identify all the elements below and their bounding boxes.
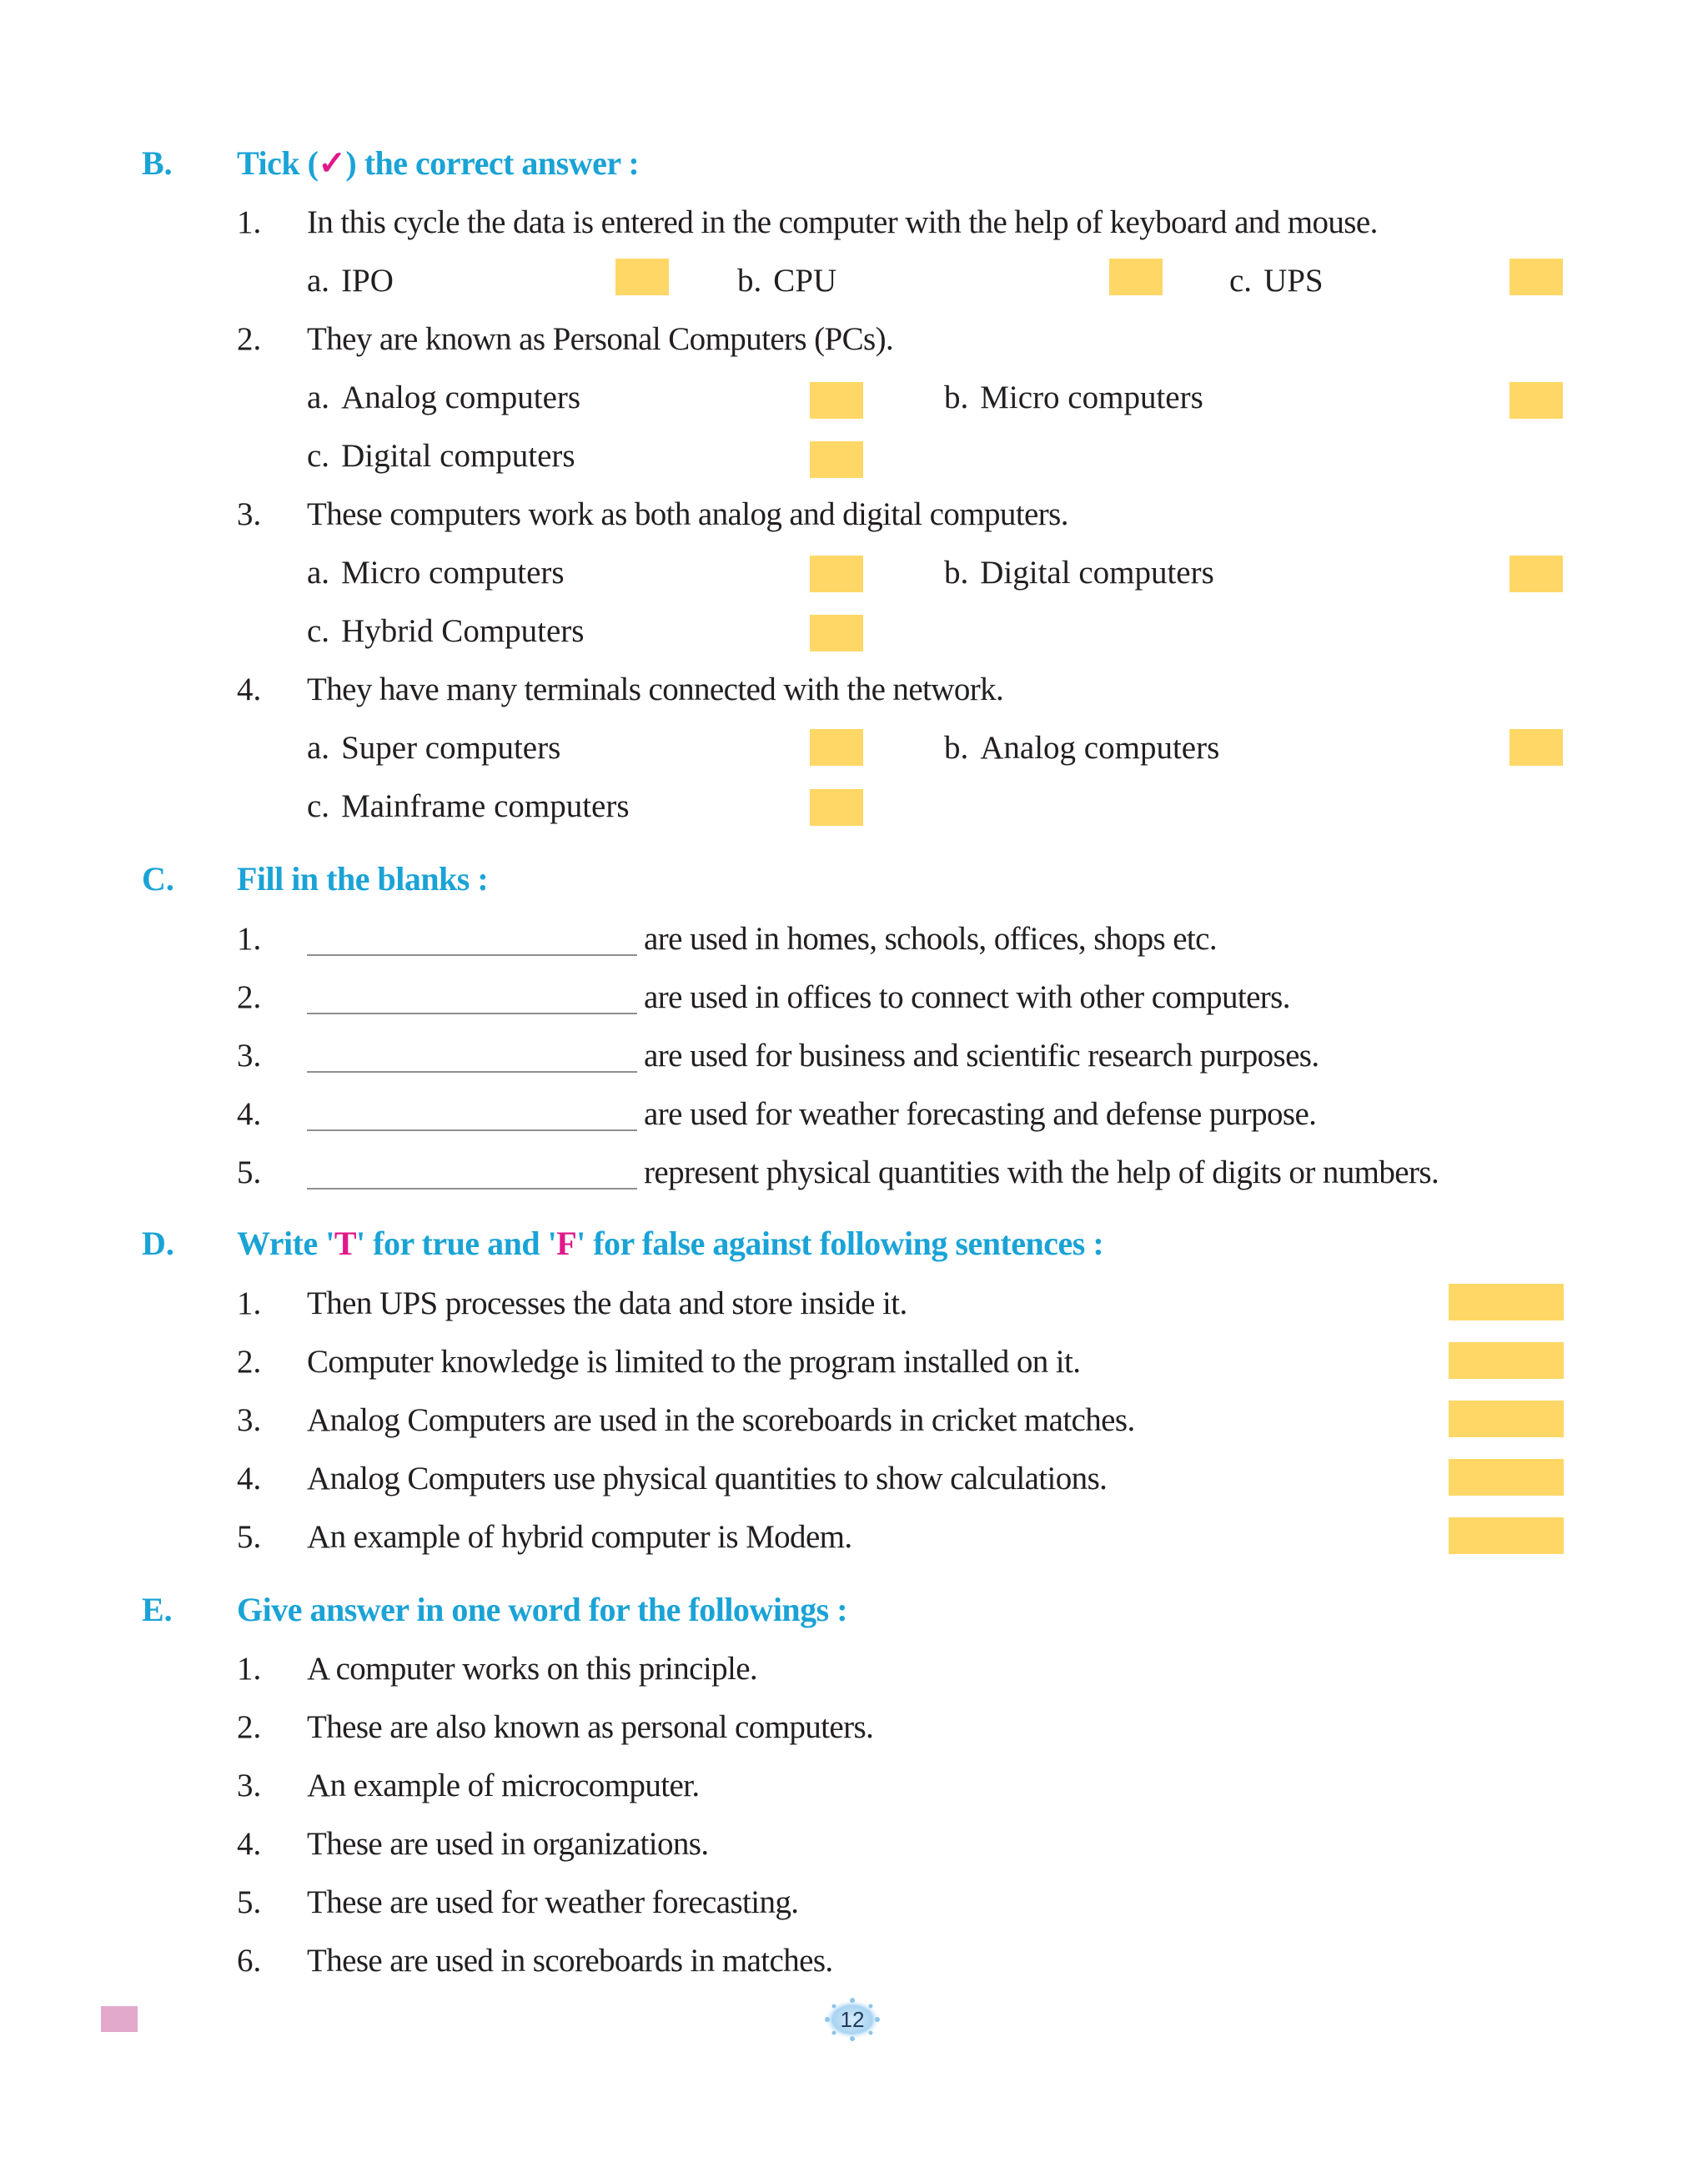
question-text: These computers work as both analog and digital computers. [307, 496, 1068, 532]
answer-tick-box[interactable] [1510, 729, 1563, 766]
question-text: A computer works on this principle. [307, 1651, 758, 1687]
question-number: 3. [237, 1768, 262, 1803]
question-text: In this cycle the data is entered in the computer with the help of keyboard and mouse. [307, 204, 1378, 240]
true-false-answer-box[interactable] [1449, 1459, 1564, 1496]
question-text: These are used in scoreboards in matches. [307, 1943, 833, 1979]
answer-tick-box[interactable] [810, 556, 863, 592]
option-c: c. UPS [1229, 263, 1324, 299]
answer-tick-box[interactable] [810, 441, 863, 478]
question-number: 4. [237, 1826, 262, 1862]
answer-tick-box[interactable] [1510, 382, 1563, 419]
question-number: 3. [237, 1402, 262, 1438]
question-text: These are used for weather forecasting. [307, 1884, 799, 1920]
option-c: c. Mainframe computers [307, 788, 630, 824]
answer-tick-box[interactable] [810, 382, 863, 419]
question-text: They are known as Personal Computers (PCs). [307, 321, 894, 357]
question-number: 2. [237, 1709, 262, 1745]
section-b-title [237, 144, 640, 182]
question-text: These are also known as personal computers. [307, 1709, 874, 1745]
question-number: 1. [237, 204, 262, 240]
false-letter: F [556, 1225, 577, 1262]
answer-tick-box[interactable] [1510, 259, 1563, 295]
blank-line[interactable] [307, 954, 637, 956]
true-false-answer-box[interactable] [1449, 1401, 1564, 1437]
question-text: These are used in organizations. [307, 1826, 709, 1862]
statement-text: Computer knowledge is limited to the program installed on it. [307, 1344, 1081, 1380]
question-number: 2. [237, 321, 262, 357]
section-b-letter: B. [142, 144, 173, 182]
corner-tab-decoration [101, 2006, 138, 2032]
question-number: 3. [237, 1038, 262, 1074]
true-false-answer-box[interactable] [1449, 1342, 1564, 1379]
statement-text: Analog Computers use physical quantities to show calculations. [307, 1461, 1108, 1496]
fill-blank-text: are used in offices to connect with other computers. [644, 979, 1290, 1015]
answer-tick-box[interactable] [615, 259, 669, 295]
option-a: a. Super computers [307, 730, 561, 766]
true-letter: T [334, 1225, 357, 1262]
fill-blank-text: are used for weather forecasting and defense purpose. [644, 1096, 1317, 1132]
option-a: a. IPO [307, 263, 394, 299]
section-c-letter: C. [142, 860, 174, 898]
blank-line[interactable] [307, 1129, 637, 1131]
true-false-answer-box[interactable] [1449, 1517, 1564, 1554]
fill-blank-text: are used in homes, schools, offices, shops etc. [644, 921, 1218, 957]
question-number: 4. [237, 1461, 262, 1496]
true-false-answer-box[interactable] [1449, 1284, 1564, 1320]
section-b-title-pre: Tick ( [237, 144, 319, 182]
question-number: 1. [237, 921, 262, 957]
question-number: 4. [237, 1096, 262, 1132]
question-number: 1. [237, 1651, 262, 1687]
question-number: 1. [237, 1285, 262, 1321]
fill-blank-text: are used for business and scientific research purposes. [644, 1038, 1319, 1074]
option-b: b. Micro computers [944, 380, 1203, 415]
section-c-title: Fill in the blanks : [237, 860, 489, 898]
question-number: 5. [237, 1519, 262, 1555]
blank-line[interactable] [307, 1013, 637, 1014]
option-c: c. Digital computers [307, 438, 575, 474]
question-number: 2. [237, 979, 262, 1015]
question-number: 4. [237, 671, 262, 707]
option-b: b. CPU [737, 263, 837, 299]
answer-tick-box[interactable] [810, 729, 863, 766]
tick-mark-icon: ✓ [318, 144, 346, 182]
answer-tick-box[interactable] [810, 789, 863, 826]
answer-tick-box[interactable] [810, 615, 863, 651]
section-b-title-post: ) the correct answer : [345, 144, 640, 182]
question-number: 3. [237, 496, 262, 532]
option-a: a. Analog computers [307, 380, 581, 415]
question-number: 6. [237, 1943, 262, 1979]
page-number: 12 [840, 2007, 865, 2032]
answer-tick-box[interactable] [1510, 556, 1563, 592]
option-a: a. Micro computers [307, 555, 565, 591]
blank-line[interactable] [307, 1071, 637, 1073]
statement-text: Analog Computers are used in the scoreboards in cricket matches. [307, 1402, 1135, 1438]
question-text: They have many terminals connected with the network. [307, 671, 1004, 707]
section-d-title: Write 'T' for true and 'F' for false against following sentences : [237, 1225, 1104, 1262]
option-b: b. Digital computers [944, 555, 1214, 591]
option-b: b. Analog computers [944, 730, 1220, 766]
statement-text: Then UPS processes the data and store inside it. [307, 1285, 907, 1321]
answer-tick-box[interactable] [1109, 259, 1163, 295]
fill-blank-text: represent physical quantities with the help of digits or numbers. [644, 1154, 1439, 1190]
section-e-letter: E. [142, 1591, 173, 1628]
blank-line[interactable] [307, 1188, 637, 1190]
question-number: 5. [237, 1154, 262, 1190]
question-text: An example of microcomputer. [307, 1768, 700, 1803]
statement-text: An example of hybrid computer is Modem. [307, 1519, 852, 1555]
question-number: 5. [237, 1884, 262, 1920]
section-d-letter: D. [142, 1225, 174, 1262]
question-number: 2. [237, 1344, 262, 1380]
page-number-badge [822, 1998, 882, 2041]
section-e-title: Give answer in one word for the followings : [237, 1591, 848, 1628]
option-c: c. Hybrid Computers [307, 613, 585, 649]
